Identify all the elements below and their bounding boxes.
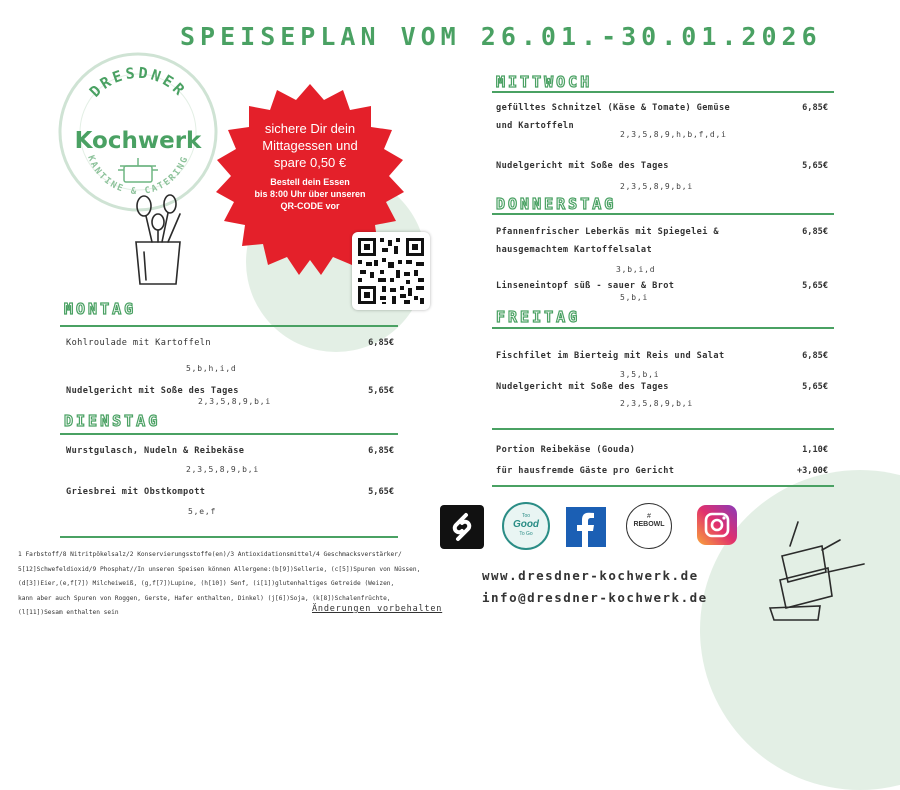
dish-price: 5,65€ <box>368 386 394 396</box>
promo-line-5: bis 8:00 Uhr über unseren <box>254 189 366 199</box>
divider <box>492 91 834 93</box>
qr-code[interactable] <box>352 232 430 310</box>
too-good-to-go-top: Too <box>521 513 531 519</box>
dish-name: Wurstgulasch, Nudeln & Reibekäse <box>66 446 245 456</box>
dish-allergens: 2,3,5,8,9,b,i <box>620 399 694 408</box>
divider <box>60 325 398 327</box>
pots-icon <box>760 516 870 626</box>
dish-name-line2: hausgemachtem Kartoffelsalat <box>496 245 653 255</box>
utensils-jar-icon <box>118 192 198 288</box>
day-heading-freitag: FREITAG <box>496 308 581 326</box>
logo-top-text: DRESDNER <box>85 63 191 101</box>
divider <box>492 327 834 329</box>
promo-line-3: spare 0,50 € <box>273 155 347 170</box>
logo-bottom-text: KANTINE & CATERING <box>85 154 191 198</box>
day-heading-dienstag: DIENSTAG <box>64 412 161 430</box>
squarespace-icon[interactable] <box>440 505 484 549</box>
promo-line-4: Bestell dein Essen <box>270 177 350 187</box>
extra-price: 1,10€ <box>802 445 828 455</box>
dish-price: 5,65€ <box>802 161 828 171</box>
dish-name: Griesbrei mit Obstkompott <box>66 487 206 497</box>
instagram-icon[interactable] <box>697 505 737 545</box>
footnote-line: kann aber auch Spuren von Roggen, Gerste, Hafer enthalten, Dinkel) (j[6])Soja, (k[8])Schalenfrüchte, <box>18 594 391 602</box>
dish-name: Pfannenfrischer Leberkäs mit Spiegelei & <box>496 227 719 237</box>
rebowl-label: REBOWL <box>633 521 665 528</box>
dish-name: Nudelgericht mit Soße des Tages <box>496 161 669 171</box>
qr-code-icon <box>352 232 430 310</box>
dish-name: Linseneintopf süß - sauer & Brot <box>496 281 675 291</box>
dish-name-line2: und Kartoffeln <box>496 121 575 131</box>
promo-line-1: sichere Dir dein <box>264 121 356 136</box>
footnote-line: (d[3])Eier,(e,f[7]) Milcheiweiß, (g,f[7])Lupine, (h[10]) Senf, (i[1])glutenhaltiges Getreide (Weizen, <box>18 580 395 587</box>
dish-allergens: 5,b,i <box>620 293 649 302</box>
extra-label: Portion Reibekäse (Gouda) <box>496 445 636 455</box>
logo-ring <box>56 50 220 214</box>
logo <box>56 50 220 214</box>
divider <box>492 485 834 487</box>
dish-allergens: 3,b,i,d <box>616 265 656 274</box>
facebook-icon[interactable] <box>566 507 606 547</box>
dish-allergens: 2,3,5,8,9,h,b,f,d,i <box>620 130 727 139</box>
dish-allergens: 2,3,5,8,9,b,i <box>186 465 260 474</box>
dish-name: Nudelgericht mit Soße des Tages <box>496 382 669 392</box>
footnote-line: 5[12]Schwefeldioxid/9 Phosphat//In unseren Speisen können Allergene:(b[9])Sellerie, (c[5])Spuren von Nüssen, <box>18 565 421 573</box>
footnote-line: (l[11])Sesam enthalten sein <box>18 609 119 616</box>
rebowl-icon[interactable]: # REBOWL <box>626 503 672 549</box>
dish-name: Kohlroulade mit Kartoffeln <box>66 338 211 348</box>
logo-main-text: Kochwerk <box>74 128 202 154</box>
dish-price: 6,85€ <box>368 338 394 348</box>
day-heading-montag: MONTAG <box>64 300 137 318</box>
promo-text <box>236 120 384 212</box>
dish-price: 6,85€ <box>368 446 394 456</box>
dish-name: Nudelgericht mit Soße des Tages <box>66 386 239 396</box>
page-title: SPEISEPLAN VOM 26.01.-30.01.2026 <box>180 22 822 51</box>
footnote-line: 1 Farbstoff/8 Nitritpökelsalz/2 Konservierungsstoffe(en)/3 Antioxidationsmittel/4 Geschmacksverstärker/ <box>18 551 402 558</box>
promo-line-6: QR-CODE vor <box>280 201 340 211</box>
divider <box>60 433 398 435</box>
divider <box>60 536 398 538</box>
too-good-to-go-bottom: To Go <box>519 531 533 537</box>
promo-line-2: Mittagessen und <box>262 138 358 153</box>
dish-allergens: 2,3,5,8,9,b,i <box>198 397 272 406</box>
extra-label: für hausfremde Gäste pro Gericht <box>496 466 675 476</box>
website-link[interactable]: www.dresdner-kochwerk.de <box>482 568 699 583</box>
dish-allergens: 5,e,f <box>188 507 217 516</box>
divider <box>492 428 834 430</box>
divider <box>492 213 834 215</box>
dish-name: gefülltes Schnitzel (Käse & Tomate) Gemüse <box>496 103 731 113</box>
dish-price: 5,65€ <box>368 487 394 497</box>
changes-note: Änderungen vorbehalten <box>312 604 443 614</box>
too-good-to-go-icon[interactable] <box>502 502 550 550</box>
dish-allergens: 5,b,h,i,d <box>186 364 237 373</box>
dish-name: Fischfilet im Bierteig mit Reis und Salat <box>496 351 725 361</box>
dish-price: 5,65€ <box>802 382 828 392</box>
email-link[interactable]: info@dresdner-kochwerk.de <box>482 590 708 605</box>
dish-allergens: 2,3,5,8,9,b,i <box>620 182 694 191</box>
dish-price: 6,85€ <box>802 351 828 361</box>
dish-price: 6,85€ <box>802 103 828 113</box>
day-heading-donnerstag: DONNERSTAG <box>496 195 617 213</box>
day-heading-mittwoch: MITTWOCH <box>496 73 593 91</box>
too-good-to-go-main: Good <box>512 519 540 530</box>
dish-allergens: 3,5,b,i <box>620 370 660 379</box>
dish-price: 6,85€ <box>802 227 828 237</box>
dish-price: 5,65€ <box>802 281 828 291</box>
extra-price: +3,00€ <box>796 466 828 476</box>
